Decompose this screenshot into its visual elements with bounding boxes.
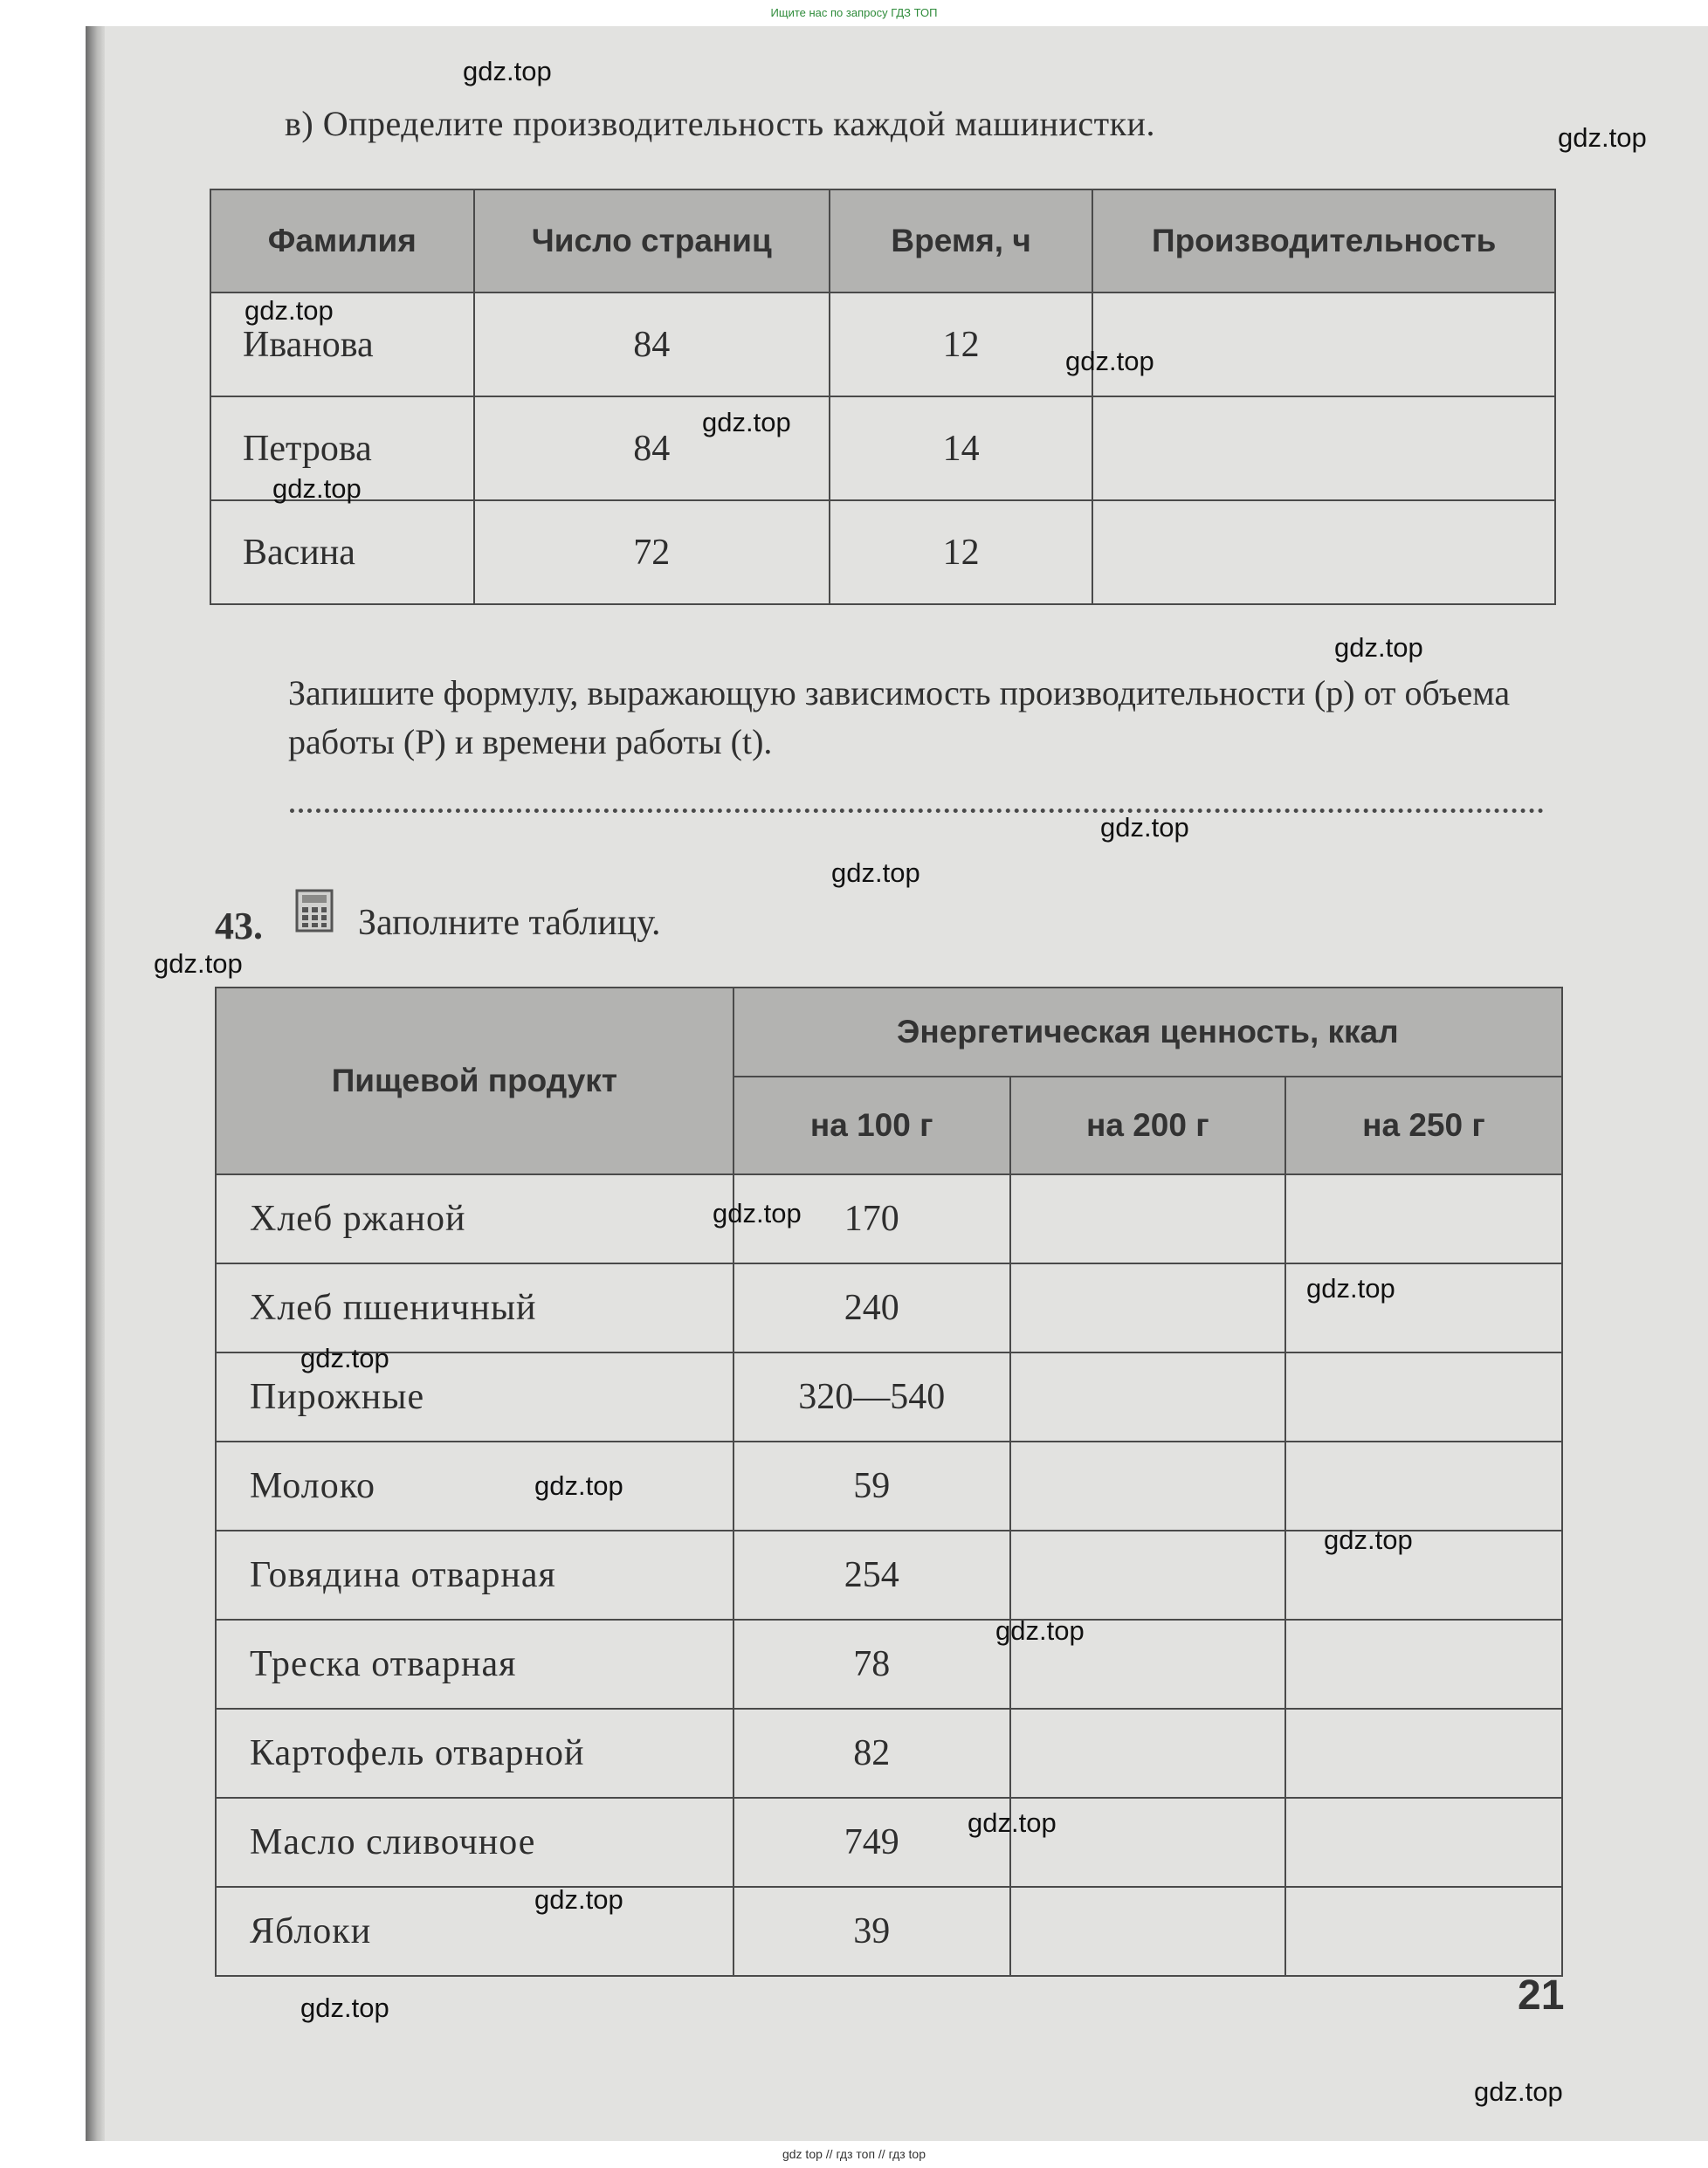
calculator-icon <box>295 889 334 933</box>
watermark: gdz.top <box>534 1884 623 1915</box>
watermark: gdz.top <box>300 1992 389 2023</box>
cell-per-200g[interactable] <box>1010 1174 1285 1263</box>
cell-product: Пирожные <box>216 1352 733 1442</box>
watermark: gdz.top <box>1065 346 1154 376</box>
cell-per-100g: 320—540 <box>733 1352 1010 1442</box>
cell-per-200g[interactable] <box>1010 1263 1285 1352</box>
cell-surname: Васина <box>210 500 474 604</box>
table-row <box>210 396 1555 500</box>
table-row <box>216 1174 1562 1263</box>
header-time: Время, ч <box>830 189 1092 293</box>
watermark: gdz.top <box>831 857 920 888</box>
cell-per-250g[interactable] <box>1285 1620 1562 1709</box>
cell-product: Хлеб пшеничный <box>216 1263 733 1352</box>
header-per-200g: на 200 г <box>1010 1077 1285 1174</box>
table-row <box>216 1352 1562 1442</box>
watermark: gdz.top <box>1558 122 1647 153</box>
book-spine-shadow <box>86 26 105 2141</box>
table-row <box>216 1442 1562 1531</box>
cell-product: Хлеб ржаной <box>216 1174 733 1263</box>
cell-per-250g[interactable] <box>1285 1442 1562 1531</box>
header-energy-value: Энергетическая ценность, ккал <box>733 988 1562 1077</box>
typist-productivity-table <box>210 189 1556 605</box>
cell-per-100g: 78 <box>733 1620 1010 1709</box>
watermark: gdz.top <box>968 1807 1057 1838</box>
cell-productivity[interactable] <box>1092 293 1555 396</box>
task-instruction: Заполните таблицу. <box>358 903 661 943</box>
cell-per-100g: 82 <box>733 1709 1010 1798</box>
cell-product: Молоко <box>216 1442 733 1531</box>
formula-prompt: Запишите формулу, выражающую зависимость производительности (p) от объема работы (P) и времени работы (t). <box>288 673 1511 761</box>
table-header-row <box>216 988 1562 1077</box>
cell-per-200g[interactable] <box>1010 1709 1285 1798</box>
watermark: gdz.top <box>272 473 362 504</box>
answer-line[interactable] <box>290 791 1544 813</box>
cell-productivity[interactable] <box>1092 396 1555 500</box>
watermark: gdz.top <box>995 1615 1085 1646</box>
table-row <box>216 1709 1562 1798</box>
header-per-250g: на 250 г <box>1285 1077 1562 1174</box>
cell-product: Масло сливочное <box>216 1798 733 1887</box>
table-row <box>216 1887 1562 1976</box>
cell-per-250g[interactable] <box>1285 1887 1562 1976</box>
energy-value-table <box>215 987 1563 1977</box>
cell-product: Треска отварная <box>216 1620 733 1709</box>
cell-per-100g: 254 <box>733 1531 1010 1620</box>
cell-time: 14 <box>830 396 1092 500</box>
cell-product: Говядина отварная <box>216 1531 733 1620</box>
watermark: gdz.top <box>534 1470 623 1501</box>
cell-time: 12 <box>830 293 1092 396</box>
table-row <box>216 1798 1562 1887</box>
cell-product: Яблоки <box>216 1887 733 1976</box>
cell-surname: Петрова <box>210 396 474 500</box>
cell-per-200g[interactable] <box>1010 1442 1285 1531</box>
cell-per-100g: 59 <box>733 1442 1010 1531</box>
cell-product: Картофель отварной <box>216 1709 733 1798</box>
table-row <box>210 293 1555 396</box>
header-surname: Фамилия <box>210 189 474 293</box>
bottom-banner: gdz top // гдз топ // гдз top <box>782 2147 926 2161</box>
exercise-b-text: в) Определите производительность каждой машинистки. <box>285 104 1155 143</box>
table-row <box>216 1620 1562 1709</box>
cell-per-250g[interactable] <box>1285 1798 1562 1887</box>
cell-pages: 84 <box>474 293 830 396</box>
cell-per-100g: 240 <box>733 1263 1010 1352</box>
watermark: gdz.top <box>1474 2076 1563 2107</box>
cell-per-250g[interactable] <box>1285 1174 1562 1263</box>
header-food-product: Пищевой продукт <box>216 988 733 1174</box>
header-per-100g: на 100 г <box>733 1077 1010 1174</box>
page-number: 21 <box>1518 1972 1565 2019</box>
cell-surname: Иванова <box>210 293 474 396</box>
cell-productivity[interactable] <box>1092 500 1555 604</box>
top-banner: Ищите нас по запросу ГДЗ ТОП <box>770 6 938 19</box>
cell-per-100g: 170 <box>733 1174 1010 1263</box>
table-row <box>210 500 1555 604</box>
header-productivity: Производительность <box>1092 189 1555 293</box>
cell-per-250g[interactable] <box>1285 1352 1562 1442</box>
watermark: gdz.top <box>244 295 334 326</box>
cell-per-200g[interactable] <box>1010 1352 1285 1442</box>
table-header-row <box>210 189 1555 293</box>
watermark: gdz.top <box>1334 632 1423 663</box>
cell-pages: 72 <box>474 500 830 604</box>
cell-per-200g[interactable] <box>1010 1887 1285 1976</box>
watermark: gdz.top <box>1100 812 1189 843</box>
watermark: gdz.top <box>300 1343 389 1373</box>
watermark: gdz.top <box>463 56 552 86</box>
watermark: gdz.top <box>1306 1273 1395 1304</box>
cell-per-100g: 749 <box>733 1798 1010 1887</box>
cell-time: 12 <box>830 500 1092 604</box>
cell-pages: 84 <box>474 396 830 500</box>
watermark: gdz.top <box>1324 1524 1413 1555</box>
textbook-page <box>86 26 1708 2141</box>
cell-per-100g: 39 <box>733 1887 1010 1976</box>
watermark: gdz.top <box>154 948 243 979</box>
task-number: 43. <box>215 905 263 947</box>
watermark: gdz.top <box>713 1198 802 1229</box>
cell-per-200g[interactable] <box>1010 1531 1285 1620</box>
cell-per-250g[interactable] <box>1285 1709 1562 1798</box>
header-pages: Число страниц <box>474 189 830 293</box>
watermark: gdz.top <box>702 407 791 437</box>
